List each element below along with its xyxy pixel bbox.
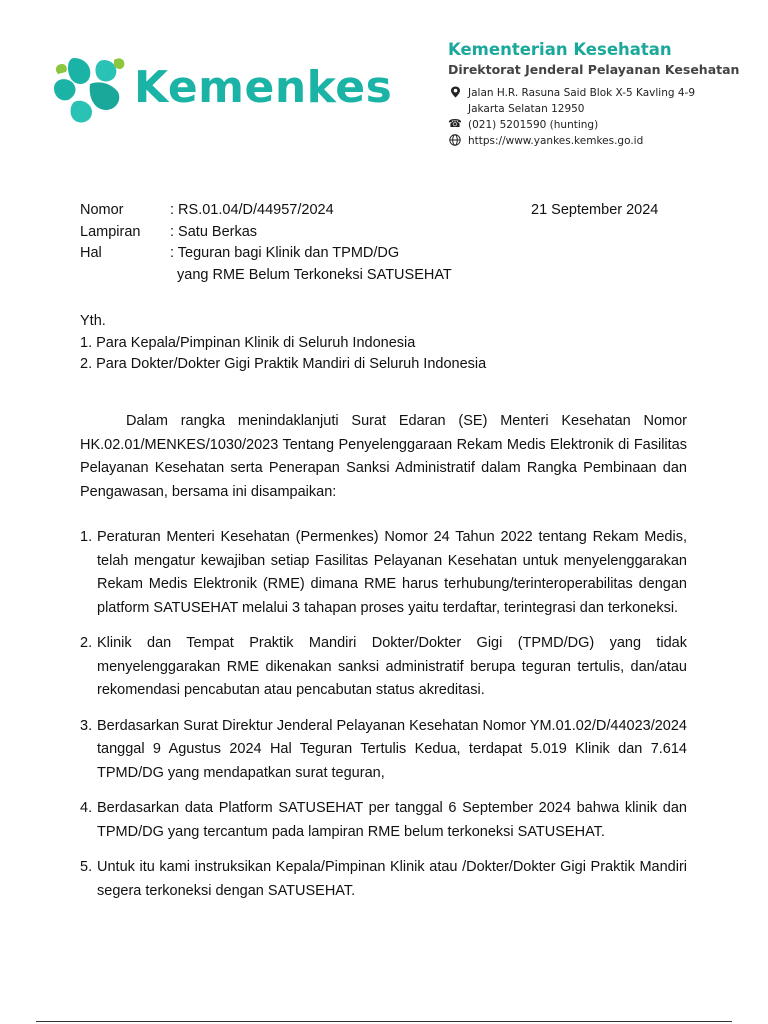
list-item-number: 4. (80, 800, 93, 816)
list-item-text: Klinik dan Tempat Praktik Mandiri Dokter/Dokter Gigi (TPMD/DG) yang tidak menyelenggarakan RME dikenakan sanksi administratif berupa teguran tertulis, dan/atau rekomendasi pencabutan atau pencabutan status akreditasi. (97, 635, 687, 698)
address-row (448, 85, 748, 101)
list-item (80, 632, 687, 703)
address-line-1: Jalan H.R. Rasuna Said Blok X-5 Kavling 4-9 (468, 87, 696, 99)
list-item-text: Untuk itu kami instruksikan Kepala/Pimpinan Klinik atau /Dokter/Dokter Gigi Praktik Mandiri segera terkoneksi dengan SATUSEHAT. (97, 859, 687, 899)
hal-row (80, 243, 680, 286)
phone-icon: ☎ (448, 117, 462, 130)
location-pin-icon (448, 85, 462, 99)
intro-paragraph: Dalam rangka menindaklanjuti Surat Edaran (SE) Menteri Kesehatan Nomor HK.02.01/MENKES/1030/2023 Tentang Penyelenggaraan Rekam Medis Elektronik di Fasilitas Pelayanan Kesehatan serta Penerapan Sanksi Administratif dalam Rangka Pembinaan dan Pengawasan, bersama ini disampaikan: (80, 413, 687, 500)
org-title: Kementerian Kesehatan (448, 40, 672, 59)
greeting: Yth. (80, 313, 106, 329)
list-item-text: Berdasarkan data Platform SATUSEHAT per tanggal 6 September 2024 bahwa klinik dan TPMD/DG yang tercantum pada lampiran RME belum terkoneksi SATUSEHAT. (97, 800, 687, 840)
list-item-text: Berdasarkan Surat Direktur Jenderal Pelayanan Kesehatan Nomor YM.01.02/D/44023/2024 tanggal 9 Agustus 2024 Hal Teguran Tertulis Kedua, terdapat 5.019 Klinik dan 7.614 TPMD/DG yang mendapatkan surat teguran, (97, 717, 687, 781)
nomor-label: Nomor (80, 202, 124, 218)
list-item-number: 1. (80, 529, 93, 545)
kemenkes-emblem-icon (52, 54, 128, 126)
list-item (80, 856, 687, 903)
list-item (80, 526, 687, 620)
website-row (448, 133, 748, 149)
recipients (80, 311, 486, 376)
lampiran-value: : Satu Berkas (170, 223, 258, 240)
list-item-number: 5. (80, 859, 93, 875)
hal-label: Hal (80, 245, 102, 261)
lampiran-label: Lampiran (80, 223, 141, 240)
org-subtitle: Direktorat Jenderal Pelayanan Kesehatan (448, 62, 740, 77)
footer-divider (36, 1021, 732, 1022)
list-item (80, 715, 687, 786)
points-list (80, 526, 687, 903)
logo-wordmark: Kemenkes (134, 62, 393, 113)
recipient-item: 2. Para Dokter/Dokter Gigi Praktik Mandiri di Seluruh Indonesia (80, 356, 487, 372)
hal-value-line-1: : Teguran bagi Klinik dan TPMD/DG (170, 245, 400, 261)
letter-body (80, 410, 687, 915)
letterhead (448, 40, 748, 149)
address-line-2: Jakarta Selatan 12950 (468, 103, 585, 115)
list-item-number: 2. (80, 635, 93, 651)
nomor-value: : RS.01.04/D/44957/2024 (170, 202, 334, 218)
contact-block (448, 85, 748, 149)
website-link[interactable]: https://www.yankes.kemkes.go.id (468, 135, 644, 147)
phone-row (448, 117, 748, 133)
phone-number: (021) 5201590 (hunting) (468, 119, 599, 131)
hal-value-line-2: yang RME Belum Terkoneksi SATUSEHAT (177, 266, 452, 283)
lampiran-row (80, 222, 680, 244)
globe-icon (448, 133, 462, 147)
list-item-text: Peraturan Menteri Kesehatan (Permenkes) Nomor 24 Tahun 2022 tentang Rekam Medis, telah mengatur kewajiban setiap Fasilitas Pelayanan Kesehatan untuk menyelenggarakan Rekam Medis Elektronik (RME) dimana RME harus terhubung/terinteroperabilitas dengan platform SATUSEHAT melalui 3 tahapan proses yaitu terdaftar, terintegrasi dan terkoneksi. (97, 529, 687, 616)
recipient-item: 1. Para Kepala/Pimpinan Klinik di Seluruh Indonesia (80, 334, 416, 351)
list-item (80, 797, 687, 844)
letter-date: 21 September 2024 (531, 202, 659, 218)
list-item-number: 3. (80, 717, 93, 734)
kemenkes-logo (52, 50, 393, 130)
hal-value (170, 243, 680, 286)
